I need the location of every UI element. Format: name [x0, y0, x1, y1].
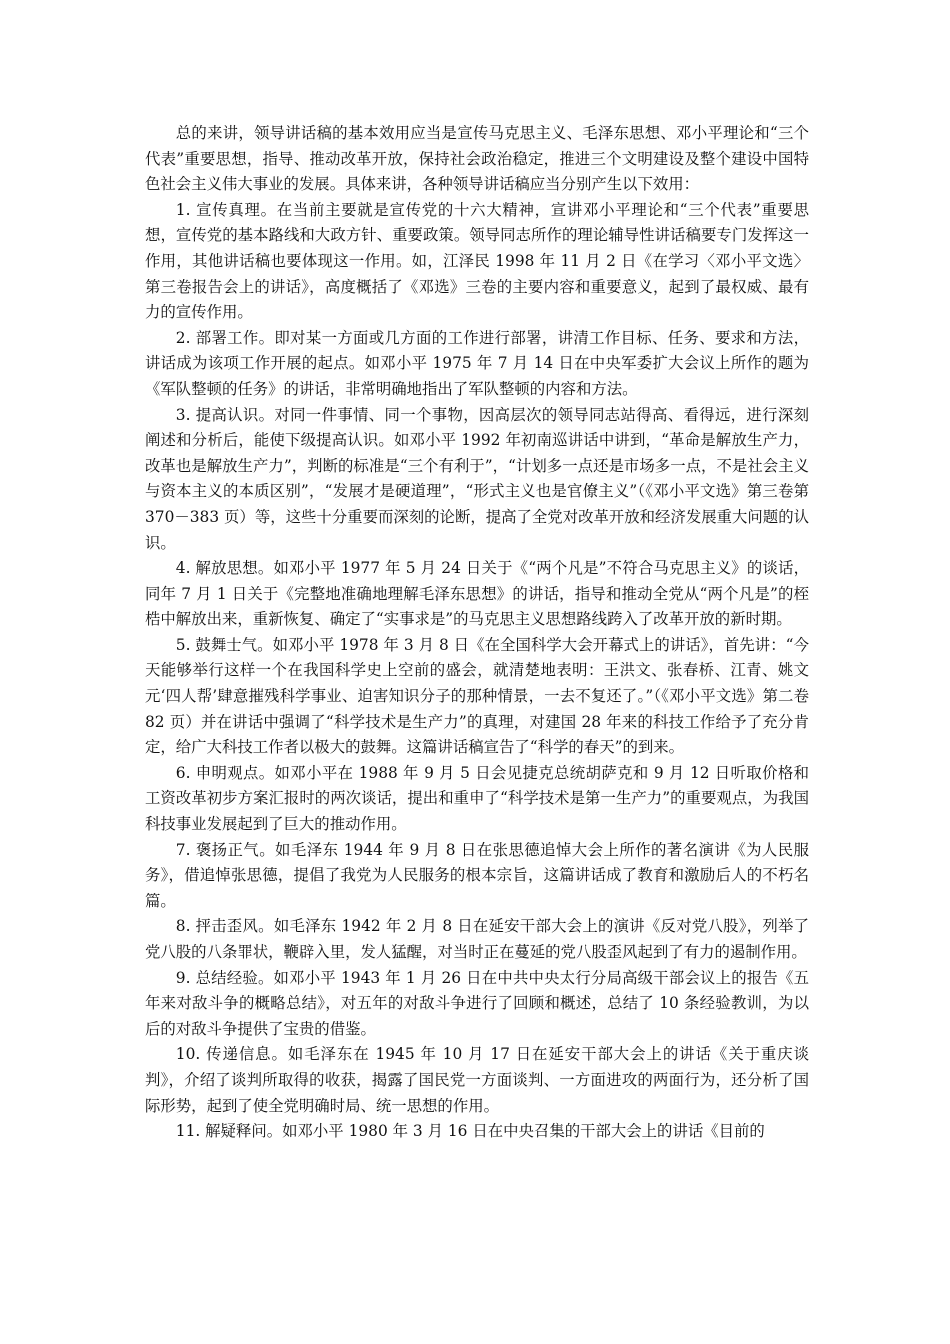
paragraph-item-10: 10. 传递信息。如毛泽东在 1945 年 10 月 17 日在延安干部大会上的讲话《关于重庆谈判》，介绍了谈判所取得的收获，揭露了国民党一方面谈判、一方面进攻的两面行为，还分析了国际形势，起到了使全党明确时局、统一思想的作用。	[145, 1045, 809, 1115]
paragraph-item-6: 6. 申明观点。如邓小平在 1988 年 9 月 5 日会见捷克总统胡萨克和 9 月 12 日听取价格和工资改革初步方案汇报时的两次谈话，提出和重申了“科学技术是第一生产力”的重要观点，为我国科技事业发展起到了巨大的推动作用。	[145, 763, 809, 834]
paragraph-item-11: 11. 解疑释问。如邓小平 1980 年 3 月 16 日在中央召集的干部大会上的讲话《目前的	[175, 1122, 765, 1141]
paragraph-item-4: 4. 解放思想。如邓小平 1977 年 5 月 24 日关于《“两个凡是”不符合马克思主义》的谈话，同年 7 月 1 日关于《完整地准确地理解毛泽东思想》的讲话，指导和推动全党从“两个凡是”的桎梏中解放出来，重新恢复、确定了“实事求是”的马克思主义思想路线跨入了改革开放的新时期。	[145, 559, 809, 629]
paragraph-item-8: 8. 抨击歪风。如毛泽东 1942 年 2 月 8 日在延安干部大会上的演讲《反对党八股》，列举了党八股的八条罪状，鞭辟入里，发人猛醒，对当时正在蔓延的党八股歪风起到了有力的遏制作用。	[145, 917, 809, 961]
paragraph-item-3: 3. 提高认识。对同一件事情、同一个事物，因高层次的领导同志站得高、看得远，进行深刻阐述和分析后，能使下级提高认识。如邓小平 1992 年初南巡讲话中讲到，“革命是解放生产力，改革也是解放生产力”，判断的标准是“三个有利于”，“计划多一点还是市场多一点，不是社会主义与资本主义的本质区别”，“发展才是硬道理”，“形式主义也是官僚主义”（《邓小平文选》第三卷第 370－383 页）等，这些十分重要而深刻的论断，提高了全党对改革开放和经济发展重大问题的认识。	[145, 405, 809, 552]
paragraph-item-1: 1. 宣传真理。在当前主要就是宣传党的十六大精神，宣讲邓小平理论和“三个代表”重要思想，宣传党的基本路线和大政方针、重要政策。领导同志所作的理论辅导性讲话稿要专门发挥这一作用，其他讲话稿也要体现这一作用。如，江泽民 1998 年 11 月 2 日《在学习〈邓小平文选〉第三卷报告会上的讲话》，高度概括了《邓选》三卷的主要内容和重要意义，起到了最权威、最有力的宣传作用。	[145, 200, 809, 322]
paragraph-item-7: 7. 褒扬正气。如毛泽东 1944 年 9 月 8 日在张思德追悼大会上所作的著名演讲《为人民服务》，借追悼张思德，提倡了我党为人民服务的根本宗旨，这篇讲话成了教育和激励后人的不朽名篇。	[145, 840, 809, 910]
paragraph-item-5: 5. 鼓舞士气。如邓小平 1978 年 3 月 8 日《在全国科学大会开幕式上的讲话》，首先讲：“今天能够举行这样一个在我国科学史上空前的盛会，就清楚地表明：王洪文、张春桥、江青、姚文元‘四人帮’肆意摧残科学事业、迫害知识分子的那种情景，一去不复还了。”（《邓小平文选》第二卷 82 页）并在讲话中强调了“科学技术是生产力”的真理，对建国 28 年来的科技工作给予了充分肯定，给广大科技工作者以极大的鼓舞。这篇讲话稿宣告了“科学的春天”的到来。	[145, 635, 809, 757]
document-body	[145, 121, 809, 1145]
paragraph-item-2: 2. 部署工作。即对某一方面或几方面的工作进行部署，讲清工作目标、任务、要求和方法，讲话成为该项工作开展的起点。如邓小平 1975 年 7 月 14 日在中央军委扩大会议上所作的题为《军队整顿的任务》的讲话，非常明确地指出了军队整顿的内容和方法。	[145, 328, 809, 398]
intro-paragraph: 总的来讲，领导讲话稿的基本效用应当是宣传马克思主义、毛泽东思想、邓小平理论和“三个代表”重要思想，指导、推动改革开放，保持社会政治稳定，推进三个文明建设及整个建设中国特色社会主义伟大事业的发展。具体来讲，各种领导讲话稿应当分别产生以下效用：	[145, 124, 809, 194]
paragraph-item-9: 9. 总结经验。如邓小平 1943 年 1 月 26 日在中共中央太行分局高级干部会议上的报告《五年来对敌斗争的概略总结》，对五年的对敌斗争进行了回顾和概述，总结了 10 条经验教训，为以后的对敌斗争提供了宝贵的借鉴。	[145, 968, 809, 1038]
